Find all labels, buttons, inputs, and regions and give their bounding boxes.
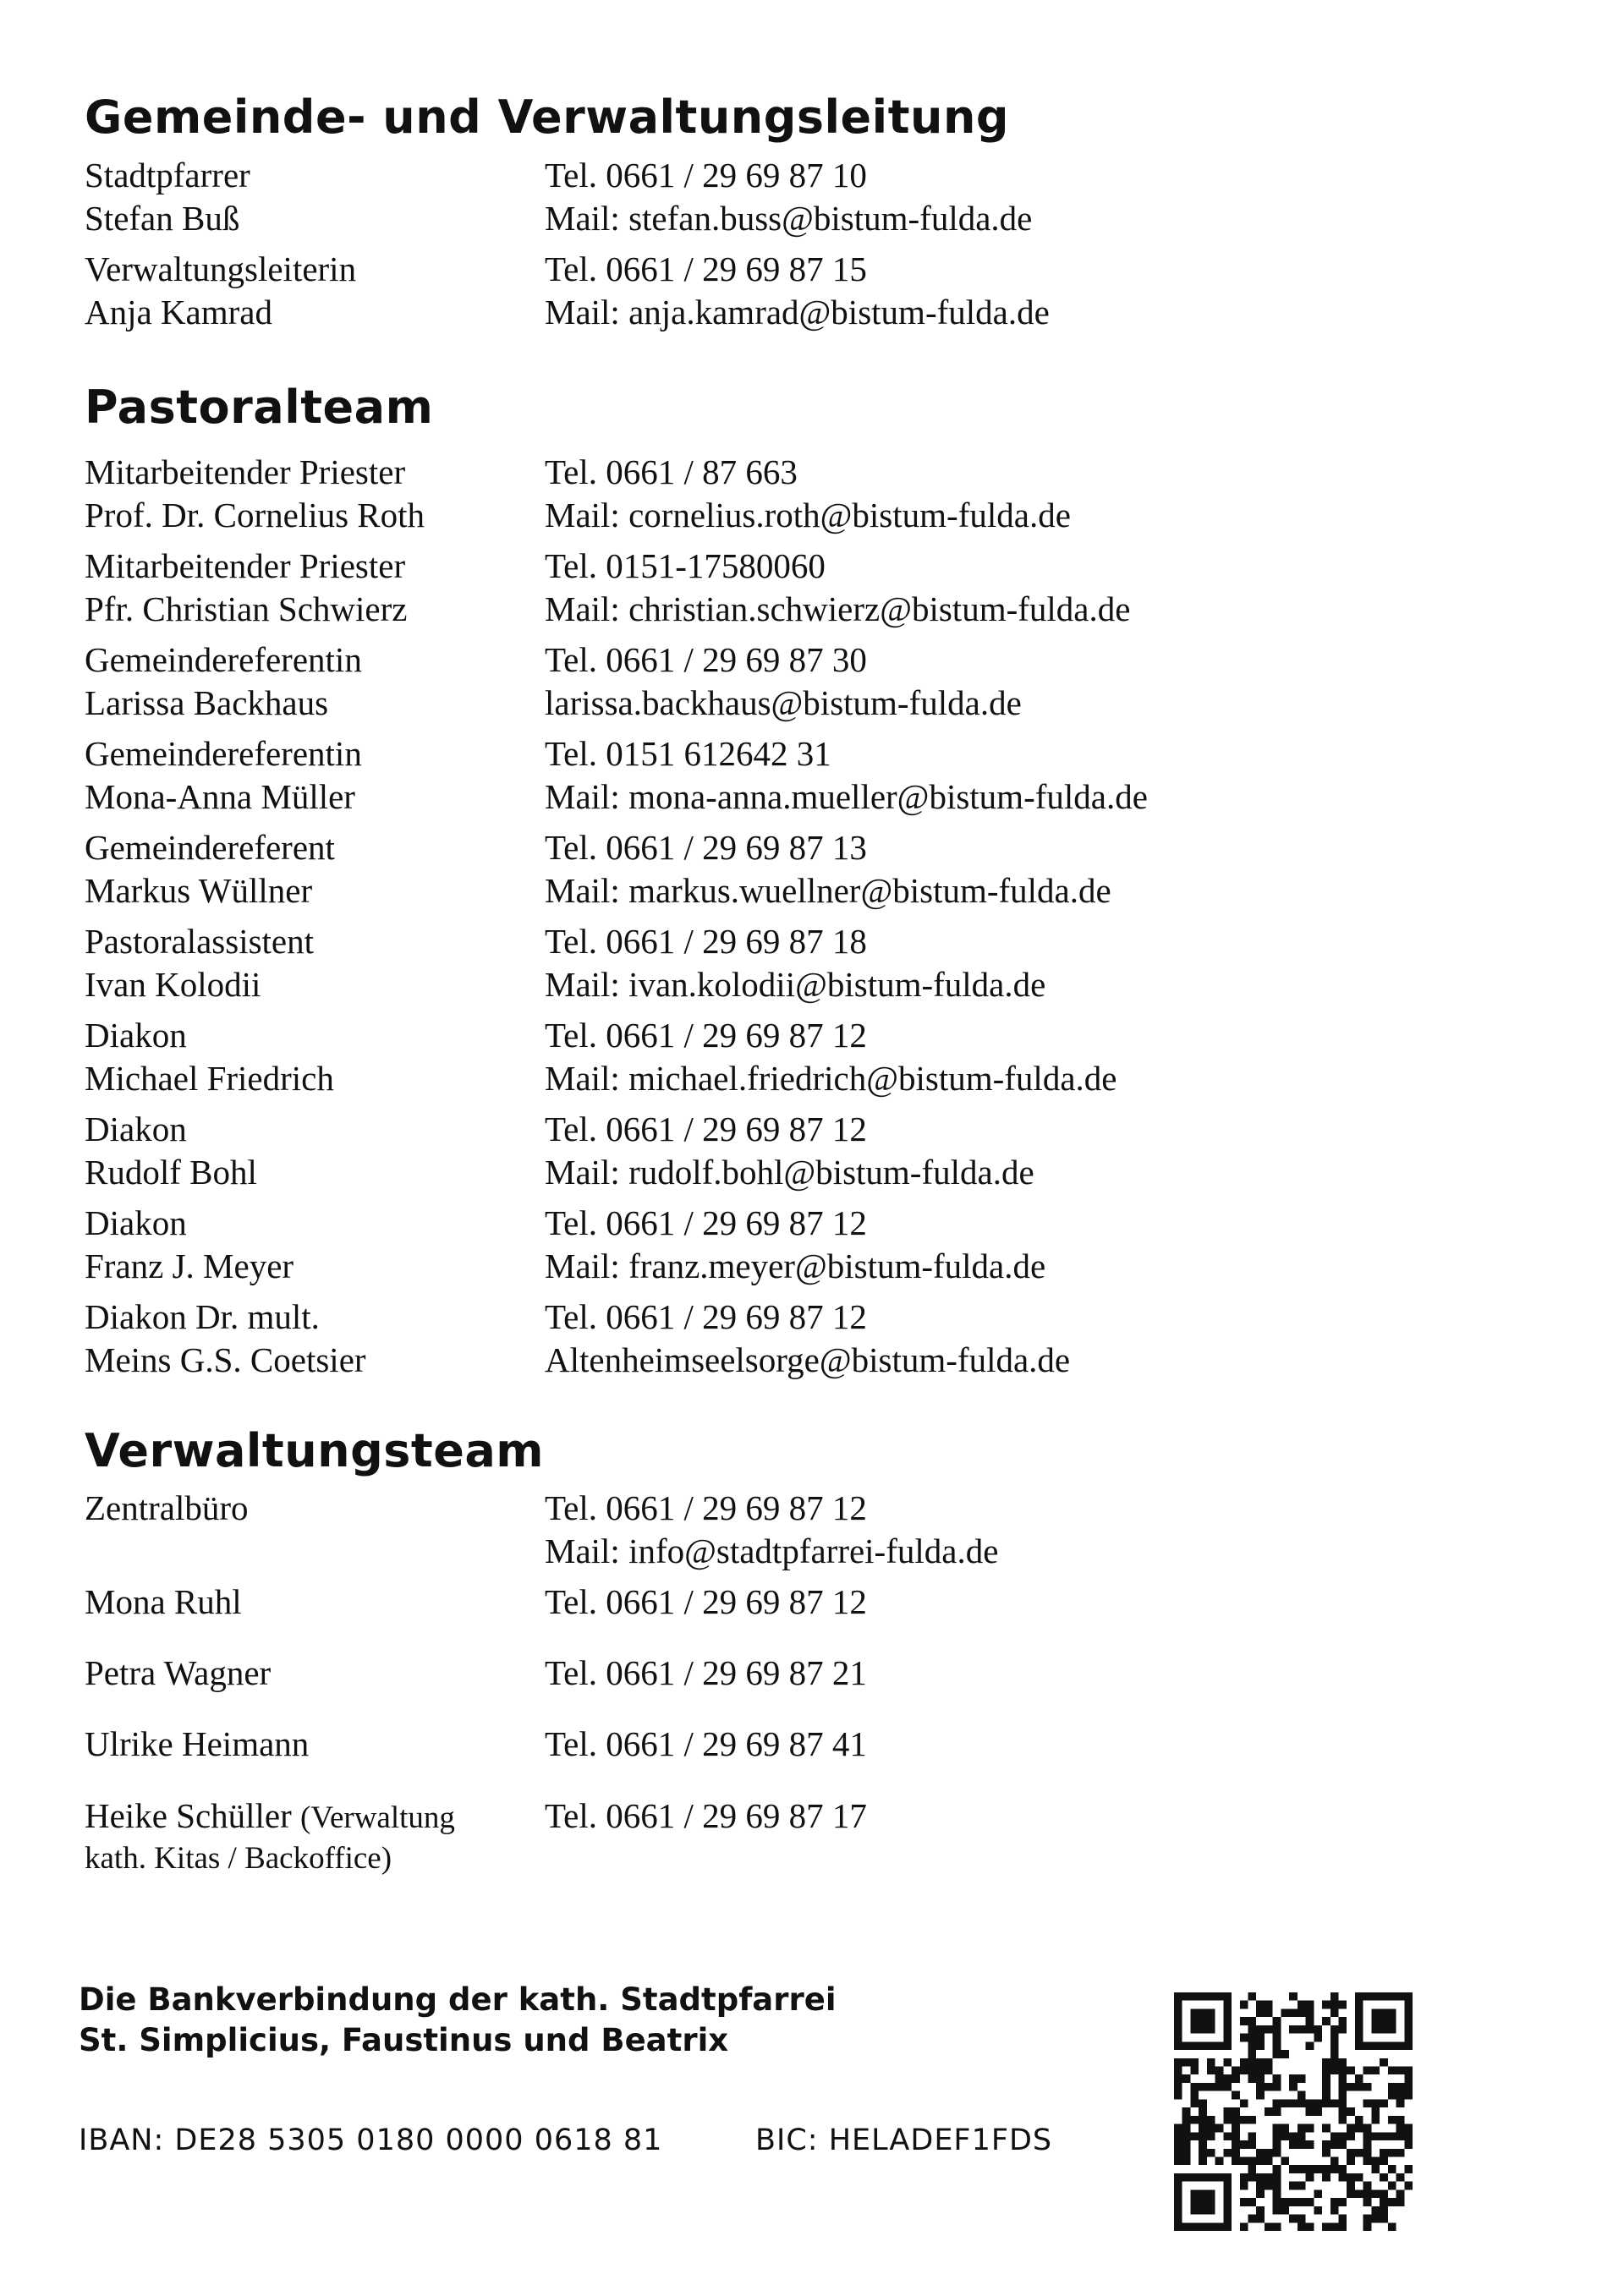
entry-mail: Mail: anja.kamrad@bistum-fulda.de	[545, 293, 1050, 332]
entry-phone: Tel. 0661 / 29 69 87 10	[545, 156, 867, 195]
entry-mail: Mail: mona-anna.mueller@bistum-fulda.de	[545, 777, 1148, 816]
entry-name: Pfr. Christian Schwierz	[85, 589, 408, 628]
entry-phone: Tel. 0661 / 29 69 87 30	[545, 640, 867, 679]
entry-mail: Mail: ivan.kolodii@bistum-fulda.de	[545, 965, 1046, 1004]
entry-role: Diakon Dr. mult.	[85, 1297, 320, 1336]
section-title-verwaltungsteam: Verwaltungsteam	[85, 1424, 545, 1477]
entry-name: Larissa Backhaus	[85, 683, 329, 722]
entry-mail: Mail: michael.friedrich@bistum-fulda.de	[545, 1059, 1117, 1098]
entry-name: Ivan Kolodii	[85, 965, 261, 1004]
entry-role: Verwaltungsleiterin	[85, 249, 357, 288]
entry-phone: Tel. 0661 / 29 69 87 41	[545, 1724, 867, 1763]
entry-phone: Tel. 0661 / 29 69 87 12	[545, 1297, 867, 1336]
bank-heading-line2: St. Simplicius, Faustinus und Beatrix	[79, 2022, 729, 2058]
entry-phone: Tel. 0661 / 29 69 87 12	[545, 1110, 867, 1148]
entry-phone: Tel. 0151 612642 31	[545, 734, 831, 773]
entry-mail: Mail: rudolf.bohl@bistum-fulda.de	[545, 1153, 1034, 1192]
entry-phone: Tel. 0661 / 29 69 87 17	[545, 1796, 867, 1835]
entry-role: Gemeindereferentin	[85, 640, 362, 679]
qr-code	[1174, 1992, 1413, 2231]
entry-mail: larissa.backhaus@bistum-fulda.de	[545, 683, 1022, 722]
entry-phone: Tel. 0661 / 29 69 87 12	[545, 1016, 867, 1055]
entry-role: Pastoralassistent	[85, 922, 315, 961]
entry-role-line	[85, 1795, 455, 1839]
entry-mail: Mail: info@stadtpfarrei-fulda.de	[545, 1532, 999, 1570]
entry-role: Diakon	[85, 1110, 187, 1148]
entry-phone: Tel. 0661 / 29 69 87 12	[545, 1582, 867, 1621]
entry-name: Anja Kamrad	[85, 293, 272, 332]
entry-role-note: (Verwaltung	[300, 1800, 455, 1835]
entry-role: Zentralbüro	[85, 1488, 249, 1527]
entry-name: Michael Friedrich	[85, 1059, 334, 1098]
bic: BIC: HELADEF1FDS	[755, 2123, 1053, 2157]
entry-mail: Altenheimseelsorge@bistum-fulda.de	[545, 1340, 1071, 1379]
entry-role: Stadtpfarrer	[85, 156, 250, 195]
entry-name: Rudolf Bohl	[85, 1153, 257, 1192]
entry-phone: Tel. 0661 / 29 69 87 12	[545, 1203, 867, 1242]
entry-phone: Tel. 0661 / 29 69 87 15	[545, 249, 867, 288]
entry-name: Stefan Buß	[85, 199, 240, 238]
entry-phone: Tel. 0661 / 87 663	[545, 452, 798, 491]
entry-name: Meins G.S. Coetsier	[85, 1340, 366, 1379]
section-title-pastoralteam: Pastoralteam	[85, 381, 434, 434]
entry-role: Mitarbeitender Priester	[85, 546, 406, 585]
entry-role: Diakon	[85, 1016, 187, 1055]
entry-mail: Mail: christian.schwierz@bistum-fulda.de	[545, 589, 1131, 628]
entry-phone: Tel. 0661 / 29 69 87 12	[545, 1488, 867, 1527]
entry-role: Ulrike Heimann	[85, 1724, 310, 1763]
entry-name: Mona-Anna Müller	[85, 777, 355, 816]
bank-heading-line1: Die Bankverbindung der kath. Stadtpfarrei	[79, 1981, 837, 2018]
entry-role: Diakon	[85, 1203, 187, 1242]
entry-phone: Tel. 0661 / 29 69 87 18	[545, 922, 867, 961]
entry-phone: Tel. 0661 / 29 69 87 13	[545, 828, 867, 867]
entry-role: Heike Schüller	[85, 1796, 292, 1835]
entry-mail: Mail: markus.wuellner@bistum-fulda.de	[545, 871, 1111, 910]
iban: IBAN: DE28 5305 0180 0000 0618 81	[79, 2123, 663, 2157]
entry-mail: Mail: stefan.buss@bistum-fulda.de	[545, 199, 1033, 238]
entry-role: Gemeindereferent	[85, 828, 335, 867]
entry-role: Gemeindereferentin	[85, 734, 362, 773]
entry-phone: Tel. 0151-17580060	[545, 546, 826, 585]
entry-note: kath. Kitas / Backoffice)	[85, 1841, 392, 1876]
entry-mail: Mail: cornelius.roth@bistum-fulda.de	[545, 496, 1071, 534]
entry-phone: Tel. 0661 / 29 69 87 21	[545, 1653, 867, 1692]
entry-name: Markus Wüllner	[85, 871, 313, 910]
section-title-leitung: Gemeinde- und Verwaltungsleitung	[85, 90, 1010, 144]
entry-role: Petra Wagner	[85, 1653, 272, 1692]
entry-name: Prof. Dr. Cornelius Roth	[85, 496, 425, 534]
entry-mail: Mail: franz.meyer@bistum-fulda.de	[545, 1247, 1046, 1285]
entry-role: Mitarbeitender Priester	[85, 452, 406, 491]
entry-name: Franz J. Meyer	[85, 1247, 294, 1285]
entry-role: Mona Ruhl	[85, 1582, 242, 1621]
